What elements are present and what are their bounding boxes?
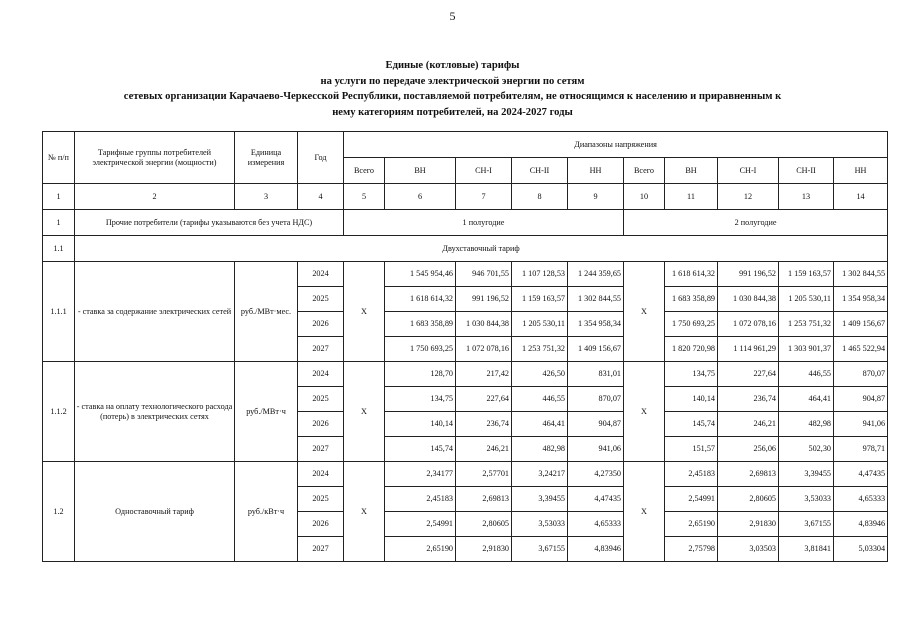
value-cell: 4,27350	[568, 462, 624, 487]
value-cell: 1 107 128,53	[512, 262, 568, 287]
value-cell: 4,47435	[834, 462, 888, 487]
value-cell: 4,47435	[568, 487, 624, 512]
value-cell: 1 750 693,25	[385, 337, 456, 362]
value-cell: 246,21	[456, 437, 512, 462]
year-cell: 2025	[298, 287, 344, 312]
value-cell: 1 409 156,67	[834, 312, 888, 337]
group-name: Одноставочный тариф	[75, 462, 235, 562]
value-cell: 904,87	[834, 387, 888, 412]
value-cell: 831,01	[568, 362, 624, 387]
value-cell: 1 409 156,67	[568, 337, 624, 362]
value-cell: 2,80605	[718, 487, 779, 512]
header-year: Год	[298, 132, 344, 184]
value-cell: 1 253 751,32	[779, 312, 834, 337]
value-cell: 3,24217	[512, 462, 568, 487]
value-cell: 904,87	[568, 412, 624, 437]
title-line-3: сетевых организации Карачаево-Черкесской Республики, поставляемой потребителям, не относящимся к населению и приравненным к	[123, 91, 782, 102]
value-cell: 3,03503	[718, 537, 779, 562]
section-11-row	[43, 236, 888, 262]
group-num: 1.1.1	[43, 262, 75, 362]
total-half-1: X	[344, 362, 385, 462]
value-cell: 2,65190	[665, 512, 718, 537]
value-cell: 502,30	[779, 437, 834, 462]
col-number: 4	[298, 184, 344, 210]
value-cell: 446,55	[512, 387, 568, 412]
value-cell: 134,75	[385, 387, 456, 412]
value-cell: 991 196,52	[718, 262, 779, 287]
value-cell: 2,54991	[665, 487, 718, 512]
year-cell: 2026	[298, 412, 344, 437]
value-cell: 870,07	[834, 362, 888, 387]
value-cell: 2,57701	[456, 462, 512, 487]
year-cell: 2027	[298, 337, 344, 362]
value-cell: 1 354 958,34	[568, 312, 624, 337]
value-cell: 426,50	[512, 362, 568, 387]
value-cell: 2,91830	[456, 537, 512, 562]
section-11-num: 1.1	[43, 236, 75, 262]
column-number-row	[43, 184, 888, 210]
value-cell: 3,67155	[779, 512, 834, 537]
col-number: 8	[512, 184, 568, 210]
col-number: 9	[568, 184, 624, 210]
header-sub: Всего	[344, 158, 385, 184]
header-sub: ВН	[665, 158, 718, 184]
title-line-2: на услуги по передаче электрической энергии по сетям	[320, 75, 585, 87]
section-11-label: Двухставочный тариф	[75, 236, 888, 262]
value-cell: 941,06	[568, 437, 624, 462]
group-name: - ставка за содержание электрических сетей	[75, 262, 235, 362]
header-row-1	[43, 132, 888, 158]
col-number: 10	[624, 184, 665, 210]
value-cell: 4,65333	[568, 512, 624, 537]
col-number: 3	[235, 184, 298, 210]
value-cell: 2,34177	[385, 462, 456, 487]
value-cell: 1 072 078,16	[718, 312, 779, 337]
year-cell: 2027	[298, 437, 344, 462]
value-cell: 4,83946	[834, 512, 888, 537]
header-sub: Всего	[624, 158, 665, 184]
half-1-label: 1 полугодие	[344, 210, 624, 236]
value-cell: 246,21	[718, 412, 779, 437]
year-cell: 2024	[298, 362, 344, 387]
col-number: 7	[456, 184, 512, 210]
value-cell: 2,69813	[456, 487, 512, 512]
value-cell: 1 354 958,34	[834, 287, 888, 312]
header-sub: СН-II	[779, 158, 834, 184]
value-cell: 1 030 844,38	[718, 287, 779, 312]
value-cell: 1 114 961,29	[718, 337, 779, 362]
total-half-2: X	[624, 262, 665, 362]
value-cell: 1 030 844,38	[456, 312, 512, 337]
value-cell: 1 072 078,16	[456, 337, 512, 362]
value-cell: 1 302 844,55	[834, 262, 888, 287]
value-cell: 482,98	[512, 437, 568, 462]
value-cell: 946 701,55	[456, 262, 512, 287]
total-half-2: X	[624, 462, 665, 562]
total-half-1: X	[344, 462, 385, 562]
value-cell: 1 244 359,65	[568, 262, 624, 287]
total-half-2: X	[624, 362, 665, 462]
value-cell: 1 683 358,89	[385, 312, 456, 337]
year-cell: 2025	[298, 387, 344, 412]
total-half-1: X	[344, 262, 385, 362]
value-cell: 236,74	[456, 412, 512, 437]
year-cell: 2027	[298, 537, 344, 562]
value-cell: 236,74	[718, 387, 779, 412]
value-cell: 1 302 844,55	[568, 287, 624, 312]
value-cell: 941,06	[834, 412, 888, 437]
header-groups: Тарифные группы потребителей электрической энергии (мощности)	[75, 132, 235, 184]
col-number: 12	[718, 184, 779, 210]
group-unit: руб./МВт·ч	[235, 362, 298, 462]
col-number: 13	[779, 184, 834, 210]
value-cell: 3,67155	[512, 537, 568, 562]
group-num: 1.1.2	[43, 362, 75, 462]
value-cell: 128,70	[385, 362, 456, 387]
value-cell: 1 545 954,46	[385, 262, 456, 287]
col-number: 2	[75, 184, 235, 210]
header-sub: НН	[568, 158, 624, 184]
col-number: 1	[43, 184, 75, 210]
value-cell: 1 750 693,25	[665, 312, 718, 337]
value-cell: 464,41	[512, 412, 568, 437]
value-cell: 1 253 751,32	[512, 337, 568, 362]
value-cell: 140,14	[665, 387, 718, 412]
col-number: 6	[385, 184, 456, 210]
year-cell: 2024	[298, 262, 344, 287]
value-cell: 870,07	[568, 387, 624, 412]
value-cell: 3,39455	[779, 462, 834, 487]
value-cell: 991 196,52	[456, 287, 512, 312]
value-cell: 2,65190	[385, 537, 456, 562]
col-number: 14	[834, 184, 888, 210]
year-cell: 2025	[298, 487, 344, 512]
value-cell: 1 159 163,57	[512, 287, 568, 312]
value-cell: 4,65333	[834, 487, 888, 512]
group-unit: руб./МВт·мес.	[235, 262, 298, 362]
value-cell: 464,41	[779, 387, 834, 412]
page-number: 5	[449, 9, 456, 23]
value-cell: 1 465 522,94	[834, 337, 888, 362]
header-unit: Единица измерения	[235, 132, 298, 184]
year-cell: 2024	[298, 462, 344, 487]
value-cell: 227,64	[456, 387, 512, 412]
value-cell: 2,75798	[665, 537, 718, 562]
value-cell: 2,80605	[456, 512, 512, 537]
header-sub: СН-II	[512, 158, 568, 184]
col-number: 5	[344, 184, 385, 210]
value-cell: 482,98	[779, 412, 834, 437]
value-cell: 5,03304	[834, 537, 888, 562]
value-cell: 256,06	[718, 437, 779, 462]
value-cell: 1 683 358,89	[665, 287, 718, 312]
value-cell: 151,57	[665, 437, 718, 462]
value-cell: 1 820 720,98	[665, 337, 718, 362]
value-cell: 1 618 614,32	[665, 262, 718, 287]
group-name: - ставка на оплату технологического расхода (потерь) в электрических сетях	[75, 362, 235, 462]
value-cell: 2,69813	[718, 462, 779, 487]
header-ranges: Диапазоны напряжения	[344, 132, 888, 158]
value-cell: 3,39455	[512, 487, 568, 512]
tariff-table	[42, 131, 888, 562]
header-sub: ВН	[385, 158, 456, 184]
title-line-4: нему категориям потребителей, на 2024-2027 годы	[332, 106, 573, 118]
group-num: 1.2	[43, 462, 75, 562]
value-cell: 1 205 530,11	[512, 312, 568, 337]
value-cell: 2,45183	[385, 487, 456, 512]
col-number: 11	[665, 184, 718, 210]
value-cell: 145,74	[385, 437, 456, 462]
tariff-row	[43, 362, 888, 387]
section-1-row	[43, 210, 888, 236]
value-cell: 2,91830	[718, 512, 779, 537]
group-unit: руб./кВт·ч	[235, 462, 298, 562]
title-line-1: Единые (котловые) тарифы	[385, 60, 520, 71]
header-sub: СН-I	[718, 158, 779, 184]
value-cell: 978,71	[834, 437, 888, 462]
tariff-row	[43, 262, 888, 287]
value-cell: 1 205 530,11	[779, 287, 834, 312]
section-1-label: Прочие потребители (тарифы указываются без учета НДС)	[75, 210, 344, 236]
value-cell: 446,55	[779, 362, 834, 387]
header-sub: СН-I	[456, 158, 512, 184]
value-cell: 1 159 163,57	[779, 262, 834, 287]
value-cell: 140,14	[385, 412, 456, 437]
value-cell: 1 618 614,32	[385, 287, 456, 312]
value-cell: 1 303 901,37	[779, 337, 834, 362]
value-cell: 2,45183	[665, 462, 718, 487]
header-sub: НН	[834, 158, 888, 184]
value-cell: 145,74	[665, 412, 718, 437]
document-title	[20, 58, 885, 120]
year-cell: 2026	[298, 512, 344, 537]
value-cell: 217,42	[456, 362, 512, 387]
header-num: № п/п	[43, 132, 75, 184]
section-1-num: 1	[43, 210, 75, 236]
value-cell: 2,54991	[385, 512, 456, 537]
value-cell: 3,53033	[512, 512, 568, 537]
value-cell: 134,75	[665, 362, 718, 387]
value-cell: 4,83946	[568, 537, 624, 562]
year-cell: 2026	[298, 312, 344, 337]
value-cell: 227,64	[718, 362, 779, 387]
value-cell: 3,81841	[779, 537, 834, 562]
tariff-row	[43, 462, 888, 487]
half-2-label: 2 полугодие	[624, 210, 888, 236]
value-cell: 3,53033	[779, 487, 834, 512]
